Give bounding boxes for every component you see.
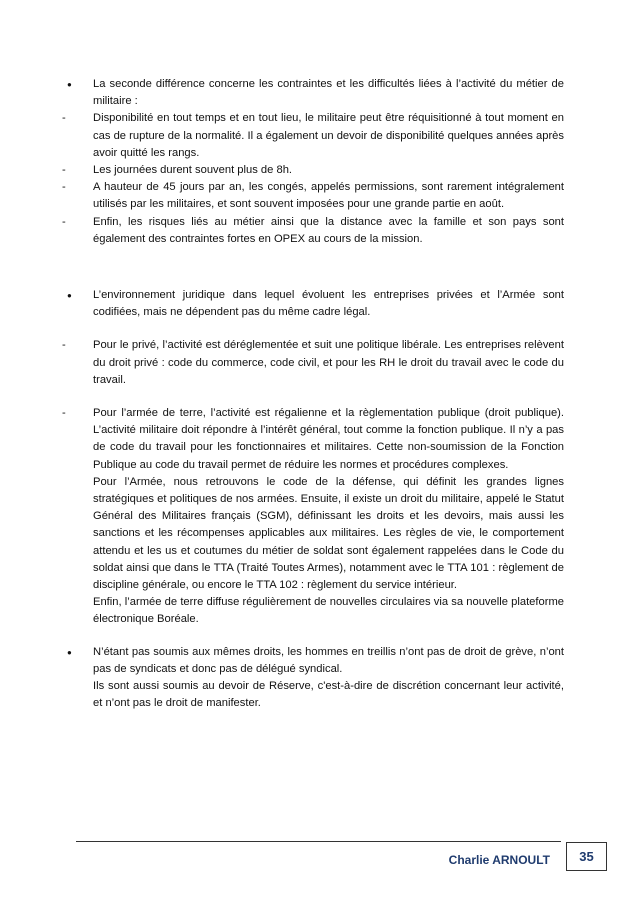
- bullet-marker: [62, 287, 93, 321]
- bullet-marker: [62, 644, 93, 713]
- paragraph-group: [93, 644, 564, 713]
- dash-marker: -: [62, 215, 66, 228]
- dash-marker: -: [62, 181, 66, 194]
- dash-marker: -: [62, 164, 66, 177]
- paragraph: A hauteur de 45 jours par an, les congés, appelés permissions, sont rarement intégralement utilisés par les militaires, et sont souvent imposées pour une grande partie en août.: [93, 181, 564, 211]
- page-content: [62, 76, 564, 713]
- paragraph: N’étant pas soumis aux mêmes droits, les hommes en treillis n’ont pas de droit de grève, n’ont pas de syndicats et donc pas de délégué syndical.: [93, 645, 564, 675]
- paragraph: Ils sont aussi soumis au devoir de Réserve, c'est-à-dire de discrétion concernant leur activité, et n’ont pas le droit de manifester.: [93, 680, 564, 710]
- paragraph: Pour l’Armée, nous retrouvons le code de la défense, qui définit les grandes lignes stratégiques et politiques de nos armées. Ensuite, il existe un droit du militaire, appelé le Statut Général des Militaires français (SGM), définissant les droits et les devoirs, mais aussi les sanctions et les récompenses applicables aux militaires. Les règles de vie, le comportement attendu et les us et coutumes du métier de soldat sont également rappelées dans le Code du soldat ainsi que dans le TTA (Traité Toutes Armes), notamment avec le TTA 101 : règlement de discipline générale, ou encore le TTA 102 : règlement du service intérieur.: [93, 475, 564, 592]
- dash-item: [62, 337, 564, 389]
- paragraph: Pour le privé, l’activité est déréglementée et suit une politique libérale. Les entreprises relèvent du droit privé : code du commerce, code civil, et pour les RH le droit du travail avec le code du travail.: [93, 339, 564, 386]
- paragraph: Les journées durent souvent plus de 8h.: [93, 164, 293, 177]
- paragraph: Pour l’armée de terre, l’activité est régalienne et la règlementation publique (droit publique). L’activité militaire doit répondre à l’intérêt général, tout comme la fonction publique. Il n’y a pas de code du travail pour les fonctionnaires et militaires. Cette non-soumission de la Fonction Publique au code du travail permet de réduire les normes et procédures complexes.: [93, 407, 564, 471]
- dash-item: [62, 405, 564, 629]
- footer-divider: [76, 841, 561, 842]
- dash-item: [62, 162, 564, 179]
- paragraph: Enfin, l’armée de terre diffuse régulièrement de nouvelles circulaires via sa nouvelle plateforme électronique Boréale.: [93, 596, 564, 626]
- bullet-item: [62, 644, 564, 713]
- dash-marker: -: [62, 339, 66, 352]
- dash-marker: -: [62, 407, 66, 420]
- paragraph: La seconde différence concerne les contraintes et les difficultés liées à l’activité du métier de militaire :: [93, 78, 564, 108]
- paragraph: Disponibilité en tout temps et en tout lieu, le militaire peut être réquisitionné à tout moment en cas de rupture de la normalité. Il a également un devoir de disponibilité quelques années après avoir quitté les rangs.: [93, 112, 564, 159]
- bullet-item: [62, 287, 564, 321]
- dash-item: [62, 110, 564, 162]
- bullet-item: [62, 76, 564, 110]
- page-number: 35: [566, 842, 607, 871]
- bullet-marker: [62, 76, 93, 110]
- footer-author: Charlie ARNOULT: [448, 853, 550, 867]
- paragraph: L’environnement juridique dans lequel évoluent les entreprises privées et l’Armée sont codifiées, mais ne dépendent pas du même cadre légal.: [93, 289, 564, 319]
- paragraph-group: [93, 405, 564, 629]
- dash-item: [62, 214, 564, 248]
- dash-item: [62, 179, 564, 213]
- dash-marker: -: [62, 112, 66, 125]
- paragraph: Enfin, les risques liés au métier ainsi que la distance avec la famille et son pays sont également des contraintes fortes en OPEX au cours de la mission.: [93, 215, 564, 245]
